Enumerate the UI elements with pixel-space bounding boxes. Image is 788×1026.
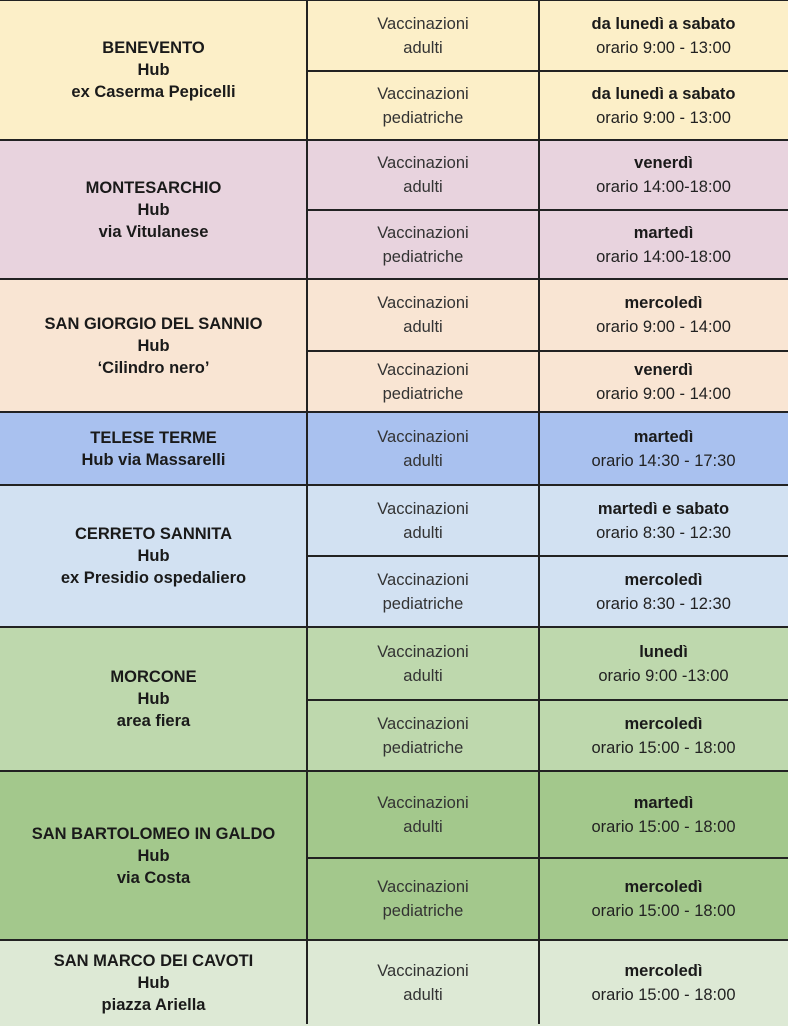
vaccination-type-line: adulti — [403, 451, 443, 470]
vaccination-type-line: Vaccinazioni — [377, 294, 469, 312]
vaccination-type-cell — [307, 556, 539, 627]
hub-name-line: Hub — [137, 846, 170, 865]
hub-name-cell — [0, 412, 307, 485]
schedule-cell — [539, 210, 788, 279]
schedule-hours: orario 9:00 - 13:00 — [596, 38, 731, 57]
schedule-days: venerdì — [634, 360, 693, 379]
vaccination-type-line: pediatriche — [382, 108, 464, 127]
vaccination-type-cell — [307, 771, 539, 858]
schedule-hours: orario 9:00 - 14:00 — [596, 318, 731, 336]
schedule-days: martedì e sabato — [597, 499, 730, 518]
hub-name-line: MORCONE — [110, 668, 197, 686]
vaccination-type-cell — [307, 71, 539, 140]
schedule-cell — [539, 412, 788, 485]
hub-name-line: Hub via Massarelli — [81, 450, 226, 469]
schedule-days: mercoledì — [624, 714, 703, 733]
schedule-cell — [539, 556, 788, 627]
hub-name-line: ex Presidio ospedaliero — [60, 569, 247, 587]
hub-name-line: Hub — [137, 690, 170, 708]
row-border — [0, 770, 788, 772]
vaccination-type-cell — [307, 485, 539, 556]
vaccination-type-cell — [307, 412, 539, 485]
vaccination-type-line: Vaccinazioni — [377, 154, 469, 172]
row-border — [0, 484, 788, 486]
vaccination-type-line: adulti — [403, 986, 443, 1004]
hub-name-cell — [0, 771, 307, 940]
vaccination-type-line: adulti — [403, 38, 443, 57]
vaccination-type-line: Vaccinazioni — [377, 427, 469, 446]
schedule-days: mercoledì — [624, 570, 703, 589]
vaccination-type-line: Vaccinazioni — [377, 84, 469, 103]
schedule-cell — [539, 140, 788, 210]
vaccination-type-line: Vaccinazioni — [377, 570, 469, 589]
vaccination-type-line: adulti — [403, 178, 443, 196]
hub-name-cell — [0, 940, 307, 1026]
column-border — [306, 0, 308, 1024]
schedule-hours: orario 9:00 -13:00 — [598, 666, 729, 685]
vaccination-type-line: Vaccinazioni — [377, 360, 469, 379]
schedule-hours: orario 9:00 - 13:00 — [596, 108, 731, 127]
hub-name-line: SAN GIORGIO DEL SANNIO — [44, 314, 263, 333]
hub-name-line: Hub — [137, 61, 170, 79]
vaccination-type-cell — [307, 627, 539, 700]
schedule-hours: orario 8:30 - 12:30 — [596, 523, 731, 542]
row-border — [0, 0, 788, 1]
schedule-cell — [539, 279, 788, 351]
hub-name-line: TELESE TERME — [90, 428, 217, 447]
row-border — [307, 857, 788, 859]
hub-name-cell — [0, 485, 307, 627]
schedule-days: lunedì — [639, 642, 688, 661]
hub-name-line: ex Caserma Pepicelli — [71, 83, 236, 101]
row-border — [0, 626, 788, 628]
schedule-days: mercoledì — [624, 962, 703, 980]
schedule-days: martedì — [633, 427, 694, 446]
schedule-hours: orario 14:00-18:00 — [596, 178, 731, 196]
hub-name-line: area fiera — [116, 712, 191, 730]
vaccination-type-line: pediatriche — [382, 902, 464, 920]
vaccination-type-cell — [307, 940, 539, 1026]
schedule-days: da lunedì a sabato — [591, 84, 736, 103]
hub-name-line: Hub — [137, 336, 170, 355]
vaccination-type-line: Vaccinazioni — [377, 223, 469, 242]
vaccination-type-line: adulti — [403, 523, 443, 542]
row-border — [307, 209, 788, 211]
row-border — [307, 70, 788, 72]
row-border — [0, 278, 788, 280]
schedule-cell — [539, 700, 788, 771]
hub-name-cell — [0, 627, 307, 771]
schedule-cell — [539, 771, 788, 858]
vaccination-type-line: adulti — [403, 817, 443, 836]
schedule-hours: orario 14:30 - 17:30 — [591, 451, 736, 470]
hub-name-line: ‘Cilindro nero’ — [97, 358, 210, 377]
schedule-cell — [539, 0, 788, 71]
hub-name-cell — [0, 0, 307, 140]
vaccination-type-cell — [307, 210, 539, 279]
hub-name-line: BENEVENTO — [102, 39, 205, 57]
vaccination-type-cell — [307, 140, 539, 210]
schedule-cell — [539, 627, 788, 700]
row-border — [307, 699, 788, 701]
schedule-cell — [539, 485, 788, 556]
hub-name-line: via Vitulanese — [98, 222, 209, 241]
hub-name-line: SAN BARTOLOMEO IN GALDO — [31, 824, 276, 843]
vaccination-type-line: Vaccinazioni — [377, 642, 469, 661]
vaccination-type-cell — [307, 279, 539, 351]
schedule-hours: orario 15:00 - 18:00 — [591, 902, 736, 920]
row-border — [307, 350, 788, 352]
vaccination-type-cell — [307, 0, 539, 71]
hub-name-line: piazza Ariella — [101, 996, 206, 1014]
vaccination-type-cell — [307, 351, 539, 412]
schedule-cell — [539, 858, 788, 940]
vaccination-type-line: adulti — [403, 666, 443, 685]
vaccination-type-line: Vaccinazioni — [377, 14, 469, 33]
hub-name-line: Hub — [137, 200, 170, 219]
vaccination-type-line: pediatriche — [382, 738, 464, 757]
schedule-days: martedì — [633, 223, 694, 242]
hub-name-line: via Costa — [116, 868, 191, 887]
schedule-hours: orario 9:00 - 14:00 — [596, 384, 731, 403]
hub-name-cell — [0, 140, 307, 279]
vaccination-type-line: Vaccinazioni — [377, 793, 469, 812]
vaccination-type-line: adulti — [403, 318, 443, 336]
vaccination-type-line: pediatriche — [382, 594, 464, 613]
hub-name-line: MONTESARCHIO — [85, 178, 222, 197]
schedule-hours: orario 14:00-18:00 — [596, 247, 731, 266]
schedule-days: da lunedì a sabato — [591, 14, 736, 33]
hub-name-line: Hub — [137, 974, 170, 992]
schedule-hours: orario 15:00 - 18:00 — [591, 738, 736, 757]
vaccination-type-line: Vaccinazioni — [377, 499, 469, 518]
vaccination-type-line: Vaccinazioni — [377, 878, 469, 896]
row-border — [0, 939, 788, 941]
hub-name-line: Hub — [137, 547, 170, 565]
row-border — [307, 555, 788, 557]
vaccination-type-line: Vaccinazioni — [377, 714, 469, 733]
schedule-days: venerdì — [634, 154, 693, 172]
hub-name-cell — [0, 279, 307, 412]
schedule-hours: orario 15:00 - 18:00 — [591, 817, 736, 836]
schedule-cell — [539, 71, 788, 140]
hub-name-line: SAN MARCO DEI CAVOTI — [53, 952, 254, 970]
column-border — [538, 0, 540, 1024]
schedule-days: mercoledì — [624, 294, 703, 312]
vaccination-type-cell — [307, 700, 539, 771]
schedule-cell — [539, 351, 788, 412]
schedule-hours: orario 15:00 - 18:00 — [591, 986, 736, 1004]
vaccination-type-line: pediatriche — [382, 247, 464, 266]
vaccination-type-cell — [307, 858, 539, 940]
schedule-days: mercoledì — [624, 878, 703, 896]
schedule-days: martedì — [633, 793, 694, 812]
schedule-hours: orario 8:30 - 12:30 — [596, 594, 731, 613]
row-border — [0, 411, 788, 413]
vaccination-type-line: Vaccinazioni — [377, 962, 469, 980]
vaccination-type-line: pediatriche — [382, 384, 464, 403]
row-border — [0, 139, 788, 141]
schedule-cell — [539, 940, 788, 1026]
hub-name-line: CERRETO SANNITA — [74, 525, 233, 543]
